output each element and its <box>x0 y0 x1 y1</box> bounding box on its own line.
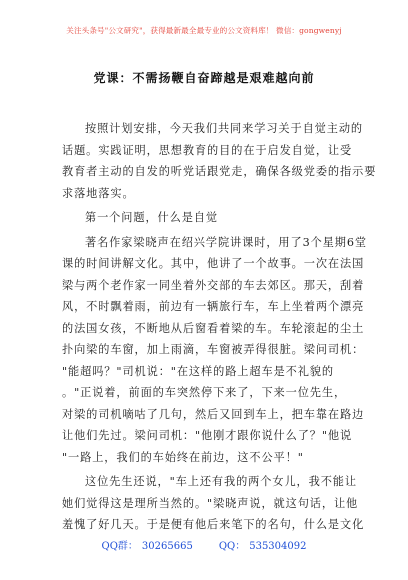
body-line: 这位先生还说，"车上还有我的两个女儿，我不能让 <box>85 475 357 488</box>
body-line: 风，不时飘着雨，前边有一辆旅行车，车上坐着两个漂亮 <box>62 300 365 313</box>
document-body <box>62 118 377 536</box>
body-line: 按照计划安排，今天我们共同来学习关于自觉主动的 <box>85 122 364 135</box>
body-line: 梁与两个老作家一同坐着外交部的车去郊区。那天，刮着 <box>62 278 365 292</box>
header-banner: 关注头条号"公文研究"，获得最新最全最专业的公文资料库！ 微信：gongwenyj <box>66 26 342 35</box>
body-line: 羞愧了好几天。于是便有他后来笔下的名句，什么是文化 <box>62 518 365 531</box>
body-line: 对梁的司机嘀咕了几句，然后又回到车上，把车靠在路边 <box>62 407 365 421</box>
body-line: 著名作家梁晓声在绍兴学院讲课时，用了3个星期6堂 <box>85 235 367 249</box>
qq-label: QQ： <box>218 541 246 552</box>
footer-contact <box>0 537 408 552</box>
body-line: 她们觉得这是理所当然的。"梁晓声说，就这句话，让他 <box>62 496 359 510</box>
body-line: 话题。实践证明，思想教育的目的在于启发自觉，让受 <box>62 143 353 157</box>
body-line: "能超吗？"司机说："在这样的路上超车是不礼貌的 <box>62 364 334 378</box>
body-line: "一路上，我们的车始终在前边，这不公平！" <box>62 450 304 464</box>
body-line: 让他们先过。梁问司机："他刚才跟你说什么了？"他说 <box>62 429 353 442</box>
body-line: 求落地落实。 <box>62 186 135 200</box>
section-heading: 第一个问题，什么是自觉 <box>85 211 218 224</box>
qq-group-label: QQ群： <box>101 541 138 552</box>
qq-group-number: 30265665 <box>141 541 193 552</box>
body-line: 。"正说着，前面的车突然停下来了，下来一位先生， <box>62 386 347 399</box>
body-line: 教育者主动的自发的听党话跟党走，确保各级党委的指示要 <box>62 165 377 178</box>
body-line: 扑向梁的车窗，加上雨滴，车窗被弄得很脏。梁问司机： <box>62 343 365 356</box>
document-title: 党课：不需扬鞭自奋蹄越是艰难越向前 <box>93 71 315 85</box>
body-line: 的法国女孩，不断地从后窗看着梁的车。车轮滚起的尘土 <box>62 321 365 335</box>
qq-number: 535304092 <box>249 541 307 552</box>
body-line: 课的时间讲解文化。其中，他讲了一个故事。一次在法国 <box>62 257 365 270</box>
